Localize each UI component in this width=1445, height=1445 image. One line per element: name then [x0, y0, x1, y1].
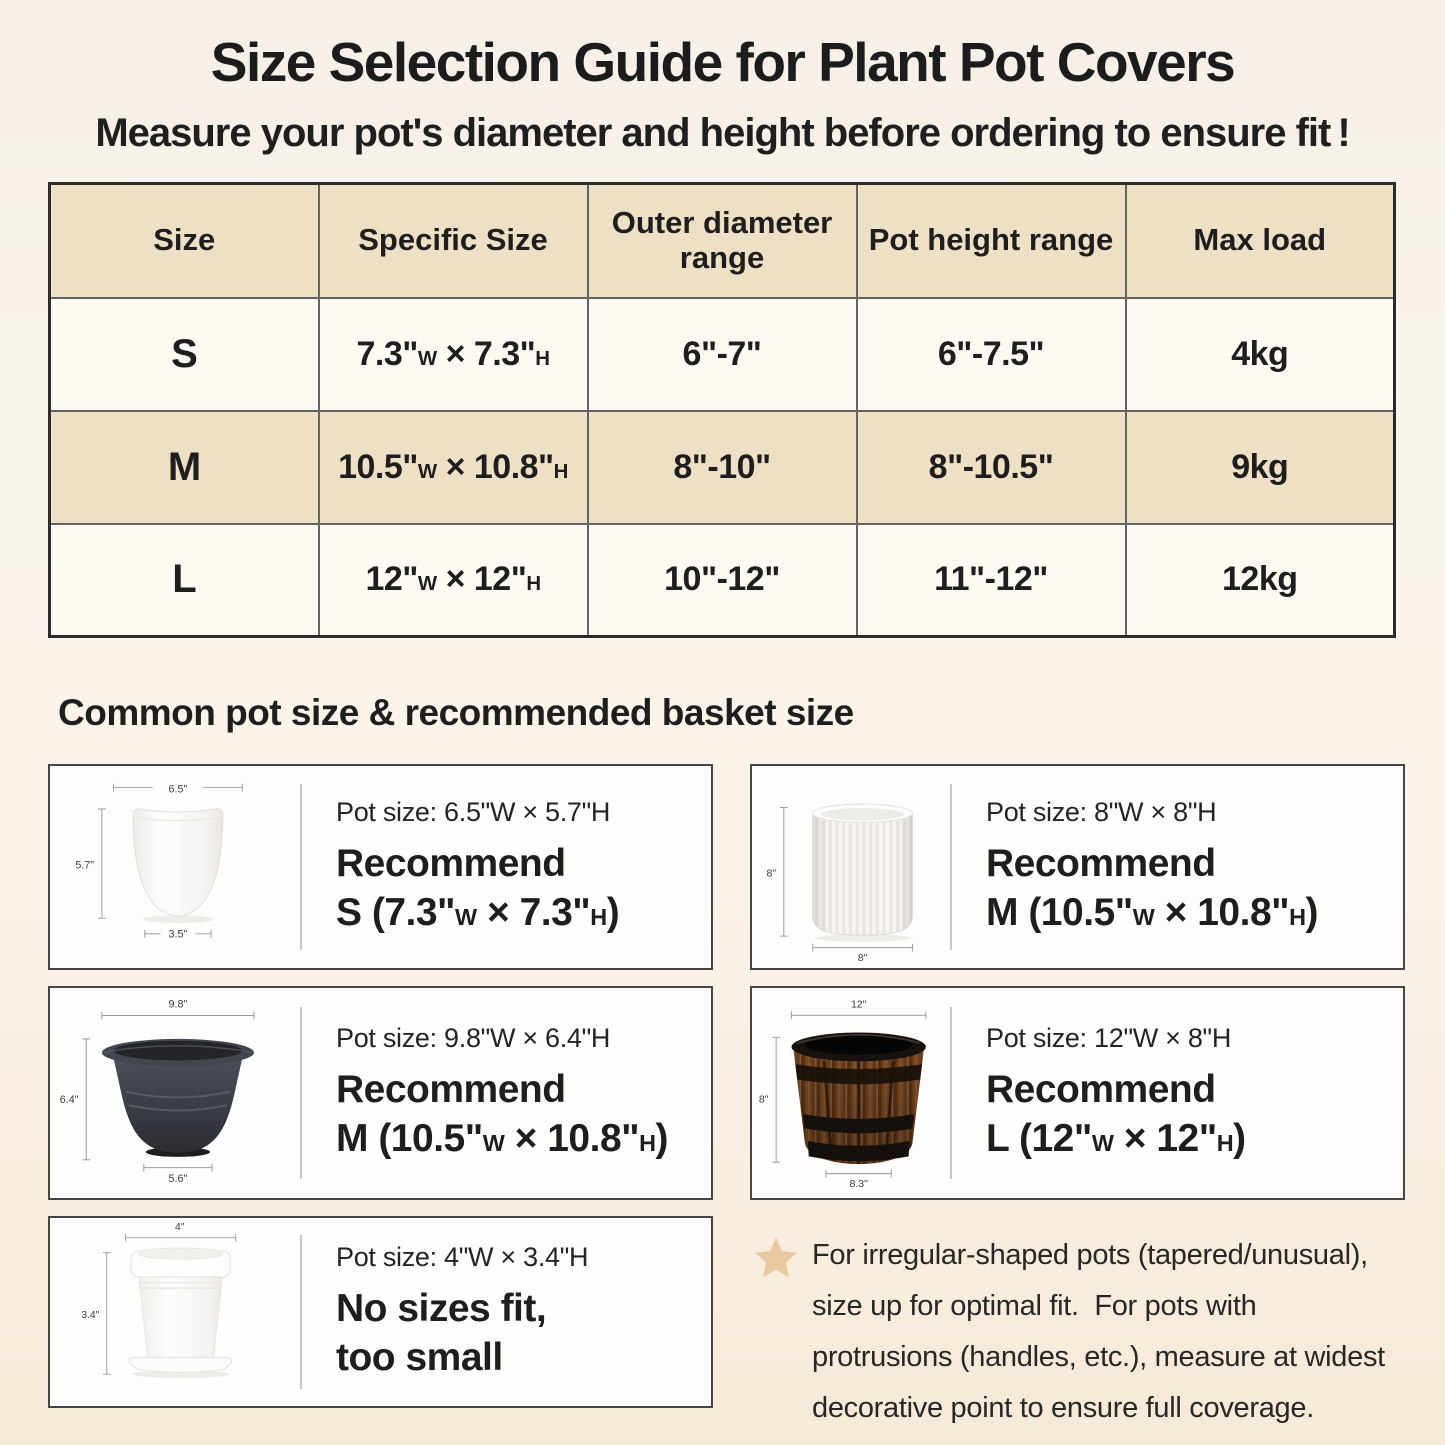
cell-size: L — [50, 524, 319, 637]
recommend-label: Recommend — [986, 1068, 1216, 1112]
star-icon — [754, 1236, 798, 1285]
pot-drawing — [130, 1247, 232, 1377]
dimension-bottom — [826, 1170, 891, 1190]
ribbed-white-pot-illustration — [755, 771, 947, 963]
dimension-top — [114, 783, 243, 795]
cell-max-load: 9kg — [1126, 411, 1395, 524]
note-line: decorative point to ensure full coverage. — [812, 1392, 1314, 1424]
pot-image-area — [752, 995, 950, 1191]
dim-label-left: 6.4" — [59, 1093, 79, 1106]
table-row-l — [50, 524, 1395, 637]
dim-label-top: 12" — [850, 998, 867, 1011]
pot-cards-grid — [48, 764, 1445, 1434]
pot-drawing — [791, 1033, 925, 1165]
dimension-left — [75, 809, 105, 918]
barrel-pot-illustration — [755, 995, 947, 1191]
dimension-bottom — [813, 944, 913, 963]
small-white-pot-illustration — [58, 1219, 292, 1406]
pot-drawing — [813, 804, 913, 942]
dim-label-left: 5.7" — [75, 858, 95, 871]
col-header-size: Size — [50, 184, 319, 298]
dimension-bottom — [145, 928, 211, 940]
pot-size-label: Pot size: 4"W × 3.4"H — [336, 1242, 589, 1273]
note-line: For irregular-shaped pots (tapered/unusual), — [812, 1239, 1368, 1271]
dim-label-bottom: 3.5" — [168, 928, 188, 941]
cell-outer-diameter: 8"-10" — [588, 411, 857, 524]
dimension-bottom — [144, 1163, 212, 1185]
dimension-left — [766, 807, 787, 936]
dim-label-bottom: 8" — [857, 952, 868, 963]
note-text — [812, 1230, 1385, 1434]
recommend-size: L (12"W × 12"H) — [986, 1116, 1246, 1160]
pot-image-area — [752, 771, 950, 963]
dimension-top — [102, 998, 254, 1019]
card-text — [952, 797, 1403, 937]
dim-label-top: 4" — [174, 1221, 185, 1233]
pot-size-label: Pot size: 8"W × 8"H — [986, 797, 1217, 828]
cell-size: S — [50, 298, 319, 411]
pot-card-ribbed-white — [750, 764, 1405, 970]
charcoal-pot-illustration — [53, 996, 297, 1191]
dim-label-left: 8" — [758, 1093, 769, 1106]
col-header-max-load: Max load — [1126, 184, 1395, 298]
no-fit-label-line2: too small — [336, 1335, 503, 1379]
cell-outer-diameter: 10"-12" — [588, 524, 857, 637]
pot-image-area — [50, 996, 300, 1191]
recommend-size: S (7.3"W × 7.3"H) — [336, 890, 620, 934]
pot-drawing — [133, 808, 223, 922]
cell-pot-height: 11"-12" — [857, 524, 1126, 637]
cell-max-load: 4kg — [1126, 298, 1395, 411]
dimension-left — [60, 1038, 90, 1159]
rounded-white-pot-illustration — [53, 770, 297, 965]
pot-drawing — [102, 1038, 254, 1156]
irregular-pots-note — [750, 1216, 1405, 1434]
col-header-specific-size: Specific Size — [319, 184, 588, 298]
dim-label-top: 9.8" — [168, 998, 188, 1011]
pot-size-label: Pot size: 9.8"W × 6.4"H — [336, 1023, 611, 1054]
col-header-pot-height: Pot height range — [857, 184, 1126, 298]
cell-outer-diameter: 6"-7" — [588, 298, 857, 411]
card-text — [302, 1242, 711, 1382]
cell-pot-height: 6"-7.5" — [857, 298, 1126, 411]
pot-card-barrel — [750, 986, 1405, 1200]
cell-size: M — [50, 411, 319, 524]
recommend-label: Recommend — [336, 1068, 566, 1112]
recommend-size: M (10.5"W × 10.8"H) — [986, 890, 1319, 934]
page-subtitle: Measure your pot's diameter and height before ordering to ensure fit ! — [95, 111, 1350, 155]
col-header-outer-diameter: Outer diameter range — [588, 184, 857, 298]
card-text — [952, 1023, 1403, 1163]
table-header-row — [50, 184, 1395, 298]
cell-specific-size: 7.3"W × 7.3"H — [319, 298, 588, 411]
pot-image-area — [50, 770, 300, 965]
pot-size-label: Pot size: 12"W × 8"H — [986, 1023, 1232, 1054]
size-table — [48, 182, 1396, 638]
dimension-left — [81, 1252, 110, 1374]
card-text — [302, 797, 711, 937]
note-line: protrusions (handles, etc.), measure at widest — [812, 1341, 1385, 1373]
dimension-left — [759, 1037, 780, 1162]
dim-label-top: 6.5" — [168, 782, 188, 795]
dimension-top — [125, 1222, 235, 1241]
no-fit-label-line1: No sizes fit, — [336, 1287, 547, 1331]
cell-specific-size: 12"W × 12"H — [319, 524, 588, 637]
table-row-s — [50, 298, 1395, 411]
pot-card-charcoal — [48, 986, 713, 1200]
recommend-size: M (10.5"W × 10.8"H) — [336, 1116, 669, 1160]
pot-size-label: Pot size: 6.5"W × 5.7"H — [336, 797, 611, 828]
pot-card-rounded-white — [48, 764, 713, 970]
dim-label-left: 8" — [766, 867, 777, 880]
section-title: Common pot size & recommended basket size — [58, 692, 854, 733]
dim-label-left: 3.4" — [81, 1309, 100, 1321]
card-text — [302, 1023, 711, 1163]
recommend-label: Recommend — [986, 842, 1216, 886]
dimension-top — [791, 999, 925, 1020]
dim-label-bottom: 5.6" — [168, 1172, 188, 1185]
table-row-m — [50, 411, 1395, 524]
dim-label-bottom: 8.3" — [849, 1178, 868, 1191]
recommend-label: Recommend — [336, 842, 566, 886]
pot-image-area — [50, 1219, 300, 1406]
cell-specific-size: 10.5"W × 10.8"H — [319, 411, 588, 524]
page-title: Size Selection Guide for Plant Pot Covers — [210, 31, 1235, 93]
pot-card-small-white — [48, 1216, 713, 1408]
cell-pot-height: 8"-10.5" — [857, 411, 1126, 524]
cell-max-load: 12kg — [1126, 524, 1395, 637]
note-line: size up for optimal fit. For pots with — [812, 1290, 1257, 1322]
